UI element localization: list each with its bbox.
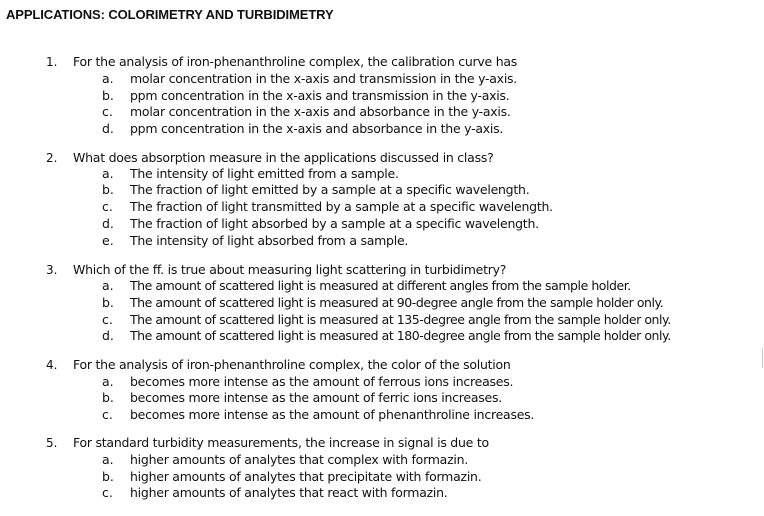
option-text: becomes more intense as the amount of phenanthroline increases.: [130, 407, 535, 422]
question-number: 4.: [46, 358, 58, 372]
option-letter: b.: [102, 469, 114, 484]
option-text: The intensity of light absorbed from a sample.: [130, 233, 409, 248]
option-letter: d.: [102, 328, 114, 343]
option-letter: c.: [102, 199, 113, 214]
option-text: The amount of scattered light is measured at 90-degree angle from the sample holder only.: [130, 295, 664, 310]
question-number: 1.: [46, 55, 58, 69]
question-number: 5.: [46, 436, 58, 450]
option-text: higher amounts of analytes that precipitate with formazin.: [130, 469, 482, 484]
option-text: becomes more intense as the amount of ferric ions increases.: [130, 390, 502, 405]
option-text: molar concentration in the x-axis and transmission in the y-axis.: [130, 71, 518, 86]
option-letter: c.: [102, 407, 113, 422]
option-text: becomes more intense as the amount of ferrous ions increases.: [130, 374, 514, 389]
option-text: The fraction of light transmitted by a sample at a specific wavelength.: [130, 199, 553, 214]
option-text: ppm concentration in the x-axis and absorbance in the y-axis.: [130, 121, 504, 136]
option-text: higher amounts of analytes that complex with formazin.: [130, 452, 469, 467]
option-text: molar concentration in the x-axis and absorbance in the y-axis.: [130, 104, 511, 119]
option-text: ppm concentration in the x-axis and transmission in the y-axis.: [130, 88, 510, 103]
option-letter: c.: [102, 104, 113, 119]
option-letter: b.: [102, 390, 114, 405]
question-stem: For standard turbidity measurements, the increase in signal is due to: [73, 435, 489, 450]
option-text: The fraction of light emitted by a sample at a specific wavelength.: [130, 182, 530, 197]
option-text: The amount of scattered light is measured at different angles from the sample holder.: [130, 278, 631, 293]
option-letter: d.: [102, 216, 114, 231]
option-letter: a.: [102, 71, 114, 86]
option-letter: a.: [102, 374, 114, 389]
question-number: 3.: [46, 263, 58, 277]
option-letter: c.: [102, 312, 113, 327]
option-letter: a.: [102, 452, 114, 467]
option-letter: b.: [102, 182, 114, 197]
option-letter: e.: [102, 233, 114, 248]
option-text: The intensity of light emitted from a sample.: [130, 166, 399, 181]
question-stem: For the analysis of iron-phenanthroline complex, the color of the solution: [73, 357, 511, 372]
option-text: higher amounts of analytes that react with formazin.: [130, 485, 448, 500]
text-cursor-marker: [762, 348, 763, 368]
question-stem: Which of the ff. is true about measuring light scattering in turbidimetry?: [73, 262, 507, 277]
option-letter: c.: [102, 485, 113, 500]
option-letter: a.: [102, 166, 114, 181]
option-text: The amount of scattered light is measured at 180-degree angle from the sample holder only.: [130, 328, 671, 343]
option-letter: b.: [102, 295, 114, 310]
question-stem: What does absorption measure in the applications discussed in class?: [73, 150, 494, 165]
option-text: The amount of scattered light is measured at 135-degree angle from the sample holder only.: [130, 312, 671, 327]
option-text: The fraction of light absorbed by a sample at a specific wavelength.: [130, 216, 539, 231]
document-title: APPLICATIONS: COLORIMETRY AND TURBIDIMETRY: [6, 7, 334, 22]
option-letter: d.: [102, 121, 114, 136]
option-letter: a.: [102, 278, 114, 293]
option-letter: b.: [102, 88, 114, 103]
question-number: 2.: [46, 151, 58, 165]
question-stem: For the analysis of iron-phenanthroline complex, the calibration curve has: [73, 54, 518, 69]
